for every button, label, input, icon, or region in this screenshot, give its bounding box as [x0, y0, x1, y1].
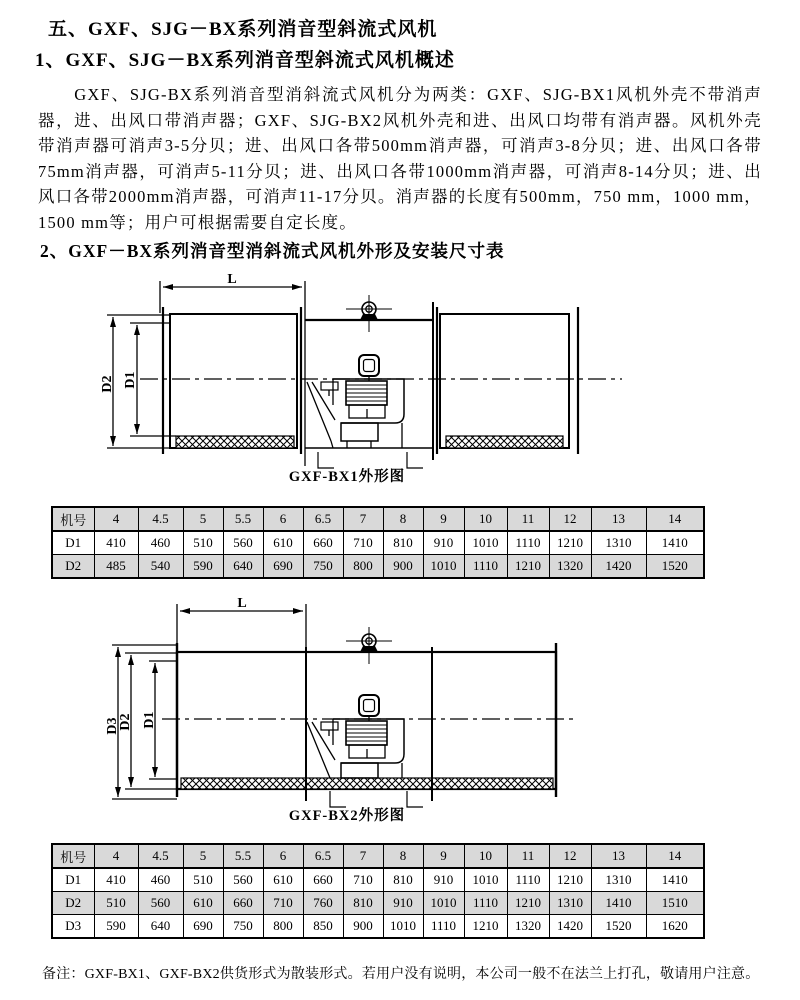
table-cell: 1210	[549, 531, 591, 555]
lifting-eye-icon	[346, 627, 392, 664]
motor-assembly-bx2	[307, 695, 404, 778]
table-cell: 910	[423, 531, 464, 555]
table-cell: 7	[343, 844, 383, 868]
dim-label-d2: D2	[118, 713, 133, 731]
table-cell: 1110	[423, 915, 464, 939]
dimension-table-bx2	[51, 843, 705, 939]
table-cell: 1210	[549, 868, 591, 892]
table-cell: 1410	[591, 892, 646, 915]
dimension-l-bx2	[177, 596, 306, 648]
table-cell: 4.5	[138, 507, 183, 531]
table-cell: 8	[383, 844, 423, 868]
table-cell: 10	[464, 844, 507, 868]
table-row	[52, 555, 704, 579]
table-cell: 1410	[646, 868, 704, 892]
dimension-d3-bx2	[105, 645, 177, 799]
table-cell: 1010	[383, 915, 423, 939]
table-cell: 5	[183, 844, 223, 868]
table-cell: 8	[383, 507, 423, 531]
table-cell: 750	[223, 915, 263, 939]
table-cell: 5.5	[223, 844, 263, 868]
dimension-table-bx1	[51, 506, 705, 579]
table-cell: 800	[343, 555, 383, 579]
table-cell: 机号	[52, 844, 94, 868]
table-cell: 610	[263, 868, 303, 892]
table-cell: 660	[303, 531, 343, 555]
table-cell: 1420	[591, 555, 646, 579]
table-cell: 610	[183, 892, 223, 915]
table-header-row	[52, 844, 704, 868]
gxf-bx1-outline-drawing	[100, 272, 622, 485]
table-cell: 1410	[646, 531, 704, 555]
table-cell: 1010	[423, 555, 464, 579]
table-cell: 1010	[464, 531, 507, 555]
table-cell: 1320	[549, 555, 591, 579]
drawing-caption-bx1: GXF-BX1外形图	[288, 469, 406, 485]
table-cell: 9	[423, 507, 464, 531]
table-cell: 4.5	[138, 844, 183, 868]
table-cell: 1310	[549, 892, 591, 915]
section1-heading: 1、GXF、SJG－BX系列消音型斜流式风机概述	[35, 50, 455, 71]
table-cell: 760	[303, 892, 343, 915]
table-cell: 1420	[549, 915, 591, 939]
table-cell: 14	[646, 507, 704, 531]
table-cell: 1210	[507, 555, 549, 579]
table-cell: 690	[183, 915, 223, 939]
table-cell: 910	[383, 892, 423, 915]
table-cell: 710	[263, 892, 303, 915]
table-cell: 6	[263, 844, 303, 868]
table-cell: D1	[52, 531, 94, 555]
table-cell: 610	[263, 531, 303, 555]
table-row	[52, 531, 704, 555]
table-cell: 900	[383, 555, 423, 579]
dim-label-d1: D1	[142, 711, 157, 729]
table-cell: 540	[138, 555, 183, 579]
table-cell: 690	[263, 555, 303, 579]
table-cell: 640	[138, 915, 183, 939]
table-cell: 6.5	[303, 507, 343, 531]
table-cell: 460	[138, 531, 183, 555]
table-cell: 1210	[464, 915, 507, 939]
table-cell: 1010	[464, 868, 507, 892]
table-cell: 660	[223, 892, 263, 915]
table-cell: 7	[343, 507, 383, 531]
table-cell: 710	[343, 868, 383, 892]
table-cell: 12	[549, 844, 591, 868]
table-row	[52, 868, 704, 892]
table-cell: 910	[423, 868, 464, 892]
drawing-caption-bx2: GXF-BX2外形图	[288, 808, 406, 824]
table-cell: 810	[383, 531, 423, 555]
table-cell: 4	[94, 507, 138, 531]
table-cell: 10	[464, 507, 507, 531]
table-cell: 5.5	[223, 507, 263, 531]
table-cell: 1210	[507, 892, 549, 915]
table-cell: 410	[94, 531, 138, 555]
table-row	[52, 915, 704, 939]
table-cell: D3	[52, 915, 94, 939]
table-cell: 1310	[591, 531, 646, 555]
table-cell: D2	[52, 892, 94, 915]
table-cell: 1110	[507, 531, 549, 555]
dimension-d1-bx2	[142, 661, 177, 779]
remark-note: 备注：GXF-BX1、GXF-BX2供货形式为散装形式。若用户没有说明，本公司一般不在法兰上打孔，敬请用户注意。	[42, 967, 760, 982]
table-cell: 13	[591, 507, 646, 531]
section2-heading: 2、GXF－BX系列消音型消斜流式风机外形及安装尺寸表	[40, 241, 505, 261]
table-header-row	[52, 507, 704, 531]
page-title: 五、GXF、SJG－BX系列消音型斜流式风机	[48, 19, 438, 40]
table-cell: 560	[223, 868, 263, 892]
table-cell: 590	[183, 555, 223, 579]
table-cell: 510	[183, 868, 223, 892]
table-cell: 485	[94, 555, 138, 579]
dimension-d2-bx1	[100, 315, 176, 448]
table-cell: 1110	[464, 892, 507, 915]
table-cell: 900	[343, 915, 383, 939]
table-row	[52, 892, 704, 915]
table-cell: 9	[423, 844, 464, 868]
table-cell: 14	[646, 844, 704, 868]
table-cell: 810	[343, 892, 383, 915]
table-cell: 5	[183, 507, 223, 531]
table-cell: 1110	[507, 868, 549, 892]
table-cell: 1110	[464, 555, 507, 579]
table-cell: 660	[303, 868, 343, 892]
table-cell: 1520	[591, 915, 646, 939]
table-cell: 6	[263, 507, 303, 531]
table-cell: 510	[183, 531, 223, 555]
table-cell: 560	[223, 531, 263, 555]
table-cell: 1010	[423, 892, 464, 915]
overview-paragraph: GXF、SJG-BX系列消音型消斜流式风机分为两类：GXF、SJG-BX1风机外壳不带消声器，进、出风口带消声器；GXF、SJG-BX2风机外壳和进、出风口均带有消声器。风机外壳带消声器可消声3-5分贝；进、出风口各带500mm消声器，可消声3-8分贝；进、出风口各带75mm消声器，可消声5-11分贝；进、出风口各带1000mm消声器，可消声8-14分贝；进、出风口各带2000mm消声器，可消声11-17分贝。消声器的长度有500mm，750 mm，1000 mm，1500 mm等；用户可根据需要自定长度。	[38, 85, 762, 232]
table-cell: 11	[507, 507, 549, 531]
outlet-silencer-bx1	[437, 307, 578, 454]
table-cell: 410	[94, 868, 138, 892]
lifting-eye-icon	[346, 295, 392, 332]
table-cell: 12	[549, 507, 591, 531]
table-cell: D2	[52, 555, 94, 579]
table-cell: 11	[507, 844, 549, 868]
table-cell: 13	[591, 844, 646, 868]
foot-leaders-bx2	[330, 791, 423, 807]
table-cell: 640	[223, 555, 263, 579]
motor-assembly-bx1	[307, 355, 404, 448]
gxf-bx2-outline-drawing	[105, 596, 578, 824]
table-cell: 800	[263, 915, 303, 939]
table-cell: 1520	[646, 555, 704, 579]
table-cell: 750	[303, 555, 343, 579]
table-cell: 1310	[591, 868, 646, 892]
dim-label-l: L	[237, 596, 247, 611]
table-cell: 4	[94, 844, 138, 868]
table-cell: 590	[94, 915, 138, 939]
inlet-silencer-bx1	[163, 307, 301, 454]
table-cell: 560	[138, 892, 183, 915]
table-cell: D1	[52, 868, 94, 892]
dim-label-d3: D3	[105, 717, 120, 735]
table-cell: 1320	[507, 915, 549, 939]
table-cell: 机号	[52, 507, 94, 531]
table-cell: 810	[383, 868, 423, 892]
dim-label-d2: D2	[100, 375, 115, 393]
table-cell: 510	[94, 892, 138, 915]
table-cell: 850	[303, 915, 343, 939]
dim-label-d1: D1	[123, 371, 138, 389]
table-cell: 1510	[646, 892, 704, 915]
dim-label-l: L	[227, 272, 237, 287]
table-cell: 710	[343, 531, 383, 555]
table-cell: 1620	[646, 915, 704, 939]
foot-leaders-bx1	[318, 452, 423, 468]
table-cell: 460	[138, 868, 183, 892]
table-cell: 6.5	[303, 844, 343, 868]
